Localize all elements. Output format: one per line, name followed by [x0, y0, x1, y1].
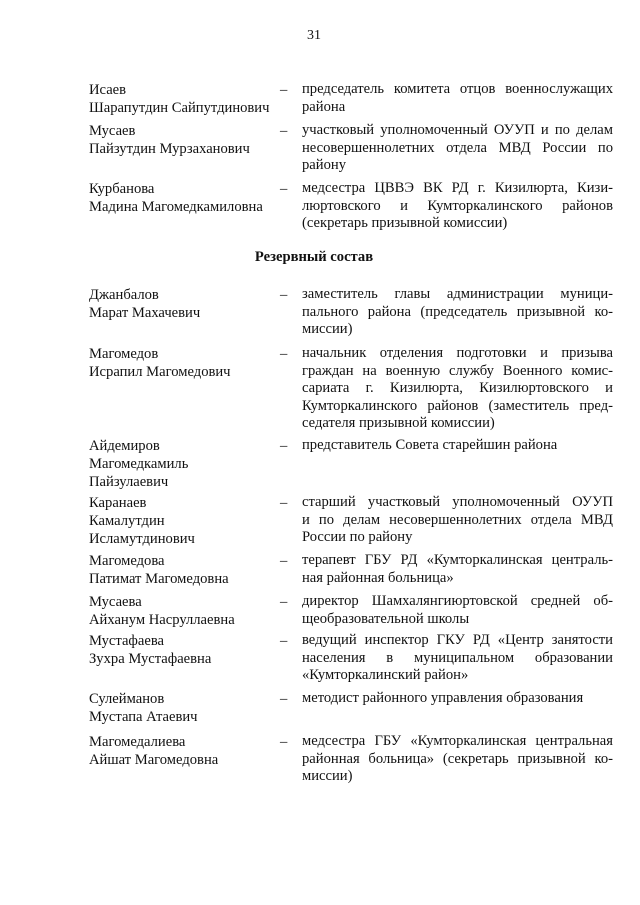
member-name	[89, 733, 279, 769]
member-role	[302, 690, 613, 708]
member-role-line: сариата г. Кизилюрта, Кизилюртовского и	[302, 380, 613, 396]
member-role-line: председатель комитета отцов военнослужащих	[302, 81, 613, 97]
member-role-line: щеобразовательной школы	[302, 610, 470, 627]
member-name-line: Патимат Магомедовна	[89, 571, 229, 587]
member-name	[89, 81, 279, 117]
member-role-line: седателя призывной комиссии)	[302, 415, 495, 431]
member-name-line: Джанбалов	[89, 287, 159, 303]
member-role-line: населения в муниципальном образовании	[302, 649, 613, 666]
member-name-line: Шарапутдин Сайпутдинович	[89, 100, 270, 116]
member-name-line: Сулейманов	[89, 691, 165, 707]
member-name	[89, 690, 279, 726]
member-role	[302, 437, 613, 455]
member-role-line: методист районного управления образования	[302, 690, 584, 706]
member-role-line: России по району	[302, 529, 413, 545]
entry-dash: –	[280, 181, 288, 197]
entry-dash: –	[280, 287, 288, 303]
member-role-line: представитель Совета старейшин района	[302, 437, 558, 453]
member-role-line: терапевт ГБУ РД «Кумторкалинская централь-	[302, 552, 613, 568]
member-role-line: миссии)	[302, 321, 353, 337]
entry-dash: –	[280, 495, 288, 511]
section-title: Резервный состав	[254, 249, 374, 265]
entry-dash: –	[280, 123, 288, 139]
member-name-line: Айдемиров	[89, 438, 160, 454]
member-role-line: медсестра ГБУ «Кумторкалинская центральная	[302, 733, 613, 749]
member-role	[302, 286, 613, 339]
member-role-line: ная районная больница»	[302, 569, 454, 586]
entry-dash: –	[280, 691, 288, 707]
member-name-line: Исрапил Магомедович	[89, 364, 231, 380]
member-role-line: районная больница» (секретарь призывной ко-	[302, 750, 613, 767]
member-name	[89, 345, 279, 381]
member-name-line: Зухра Мустафаевна	[89, 651, 212, 667]
member-name-line: Камалутдин	[89, 513, 165, 529]
member-role-line: граждан на военную службу Военного комис-	[302, 362, 613, 379]
member-role	[302, 593, 613, 628]
member-name-line: Мусаев	[89, 123, 136, 139]
member-role-line: директор Шамхалянгиюртовской средней об-	[302, 593, 613, 609]
member-role	[302, 494, 613, 547]
member-name-line: Айханум Насруллаевна	[89, 612, 235, 628]
member-role	[302, 345, 613, 433]
member-role-line: «Кумторкалинский район»	[302, 667, 469, 683]
member-role	[302, 733, 613, 786]
member-role-line: района	[302, 98, 346, 115]
member-role-line: люртовского и Кумторкалинского районов	[302, 197, 613, 214]
entry-dash: –	[280, 594, 288, 610]
member-name	[89, 593, 279, 629]
member-role-line: миссии)	[302, 768, 353, 784]
member-name	[89, 437, 279, 491]
member-role-line: Кумторкалинского районов (заместитель пред-	[302, 397, 613, 414]
member-name-line: Пайзутдин Мурзаханович	[89, 141, 250, 157]
member-name	[89, 632, 279, 668]
member-role-line: медсестра ЦВВЭ ВК РД г. Кизилюрта, Кизи-	[302, 180, 613, 196]
member-name-line: Курбанова	[89, 181, 155, 197]
member-name	[89, 286, 279, 322]
member-role	[302, 552, 613, 587]
member-name-line: Мустапа Атаевич	[89, 709, 198, 725]
member-role-line: несовершеннолетних отдела МВД России по	[302, 139, 613, 156]
member-role-line: заместитель главы администрации муници-	[302, 286, 613, 302]
entry-dash: –	[280, 633, 288, 649]
member-role-line: старший участковый уполномоченный ОУУП	[302, 494, 613, 510]
member-name	[89, 180, 279, 216]
member-role-line: участковый уполномоченный ОУУП и по делам	[302, 122, 613, 138]
member-name-line: Мусаева	[89, 594, 142, 610]
member-name-line: Каранаев	[89, 495, 147, 511]
member-role	[302, 632, 613, 685]
member-name-line: Магомедалиева	[89, 734, 186, 750]
member-role-line: и по делам несовершеннолетних отдела МВД	[302, 511, 613, 528]
member-role-line: ведущий инспектор ГКУ РД «Центр занятости	[302, 632, 613, 648]
entry-dash: –	[280, 438, 288, 454]
entry-dash: –	[280, 553, 288, 569]
entry-dash: –	[280, 346, 288, 362]
page-number: 31	[307, 28, 321, 43]
member-name-line: Магомедов	[89, 346, 159, 362]
member-role-line: пального района (председатель призывной ко-	[302, 303, 613, 320]
member-name-line: Исаев	[89, 82, 127, 98]
member-name-line: Магомедкамиль	[89, 456, 189, 472]
member-name	[89, 122, 279, 158]
member-name-line: Пайзулаевич	[89, 474, 169, 490]
member-name	[89, 552, 279, 588]
member-name-line: Айшат Магомедовна	[89, 752, 219, 768]
member-role	[302, 81, 613, 116]
entry-dash: –	[280, 82, 288, 98]
member-name-line: Мадина Магомедкамиловна	[89, 199, 263, 215]
member-name	[89, 494, 279, 548]
entry-dash: –	[280, 734, 288, 750]
member-role-line: начальник отделения подготовки и призыва	[302, 345, 613, 361]
member-role	[302, 122, 613, 175]
member-name-line: Марат Махачевич	[89, 305, 201, 321]
member-name-line: Магомедова	[89, 553, 165, 569]
member-role	[302, 180, 613, 233]
member-name-line: Исламутдинович	[89, 531, 195, 547]
member-name-line: Мустафаева	[89, 633, 165, 649]
member-role-line: (секретарь призывной комиссии)	[302, 215, 508, 231]
member-role-line: району	[302, 157, 346, 173]
